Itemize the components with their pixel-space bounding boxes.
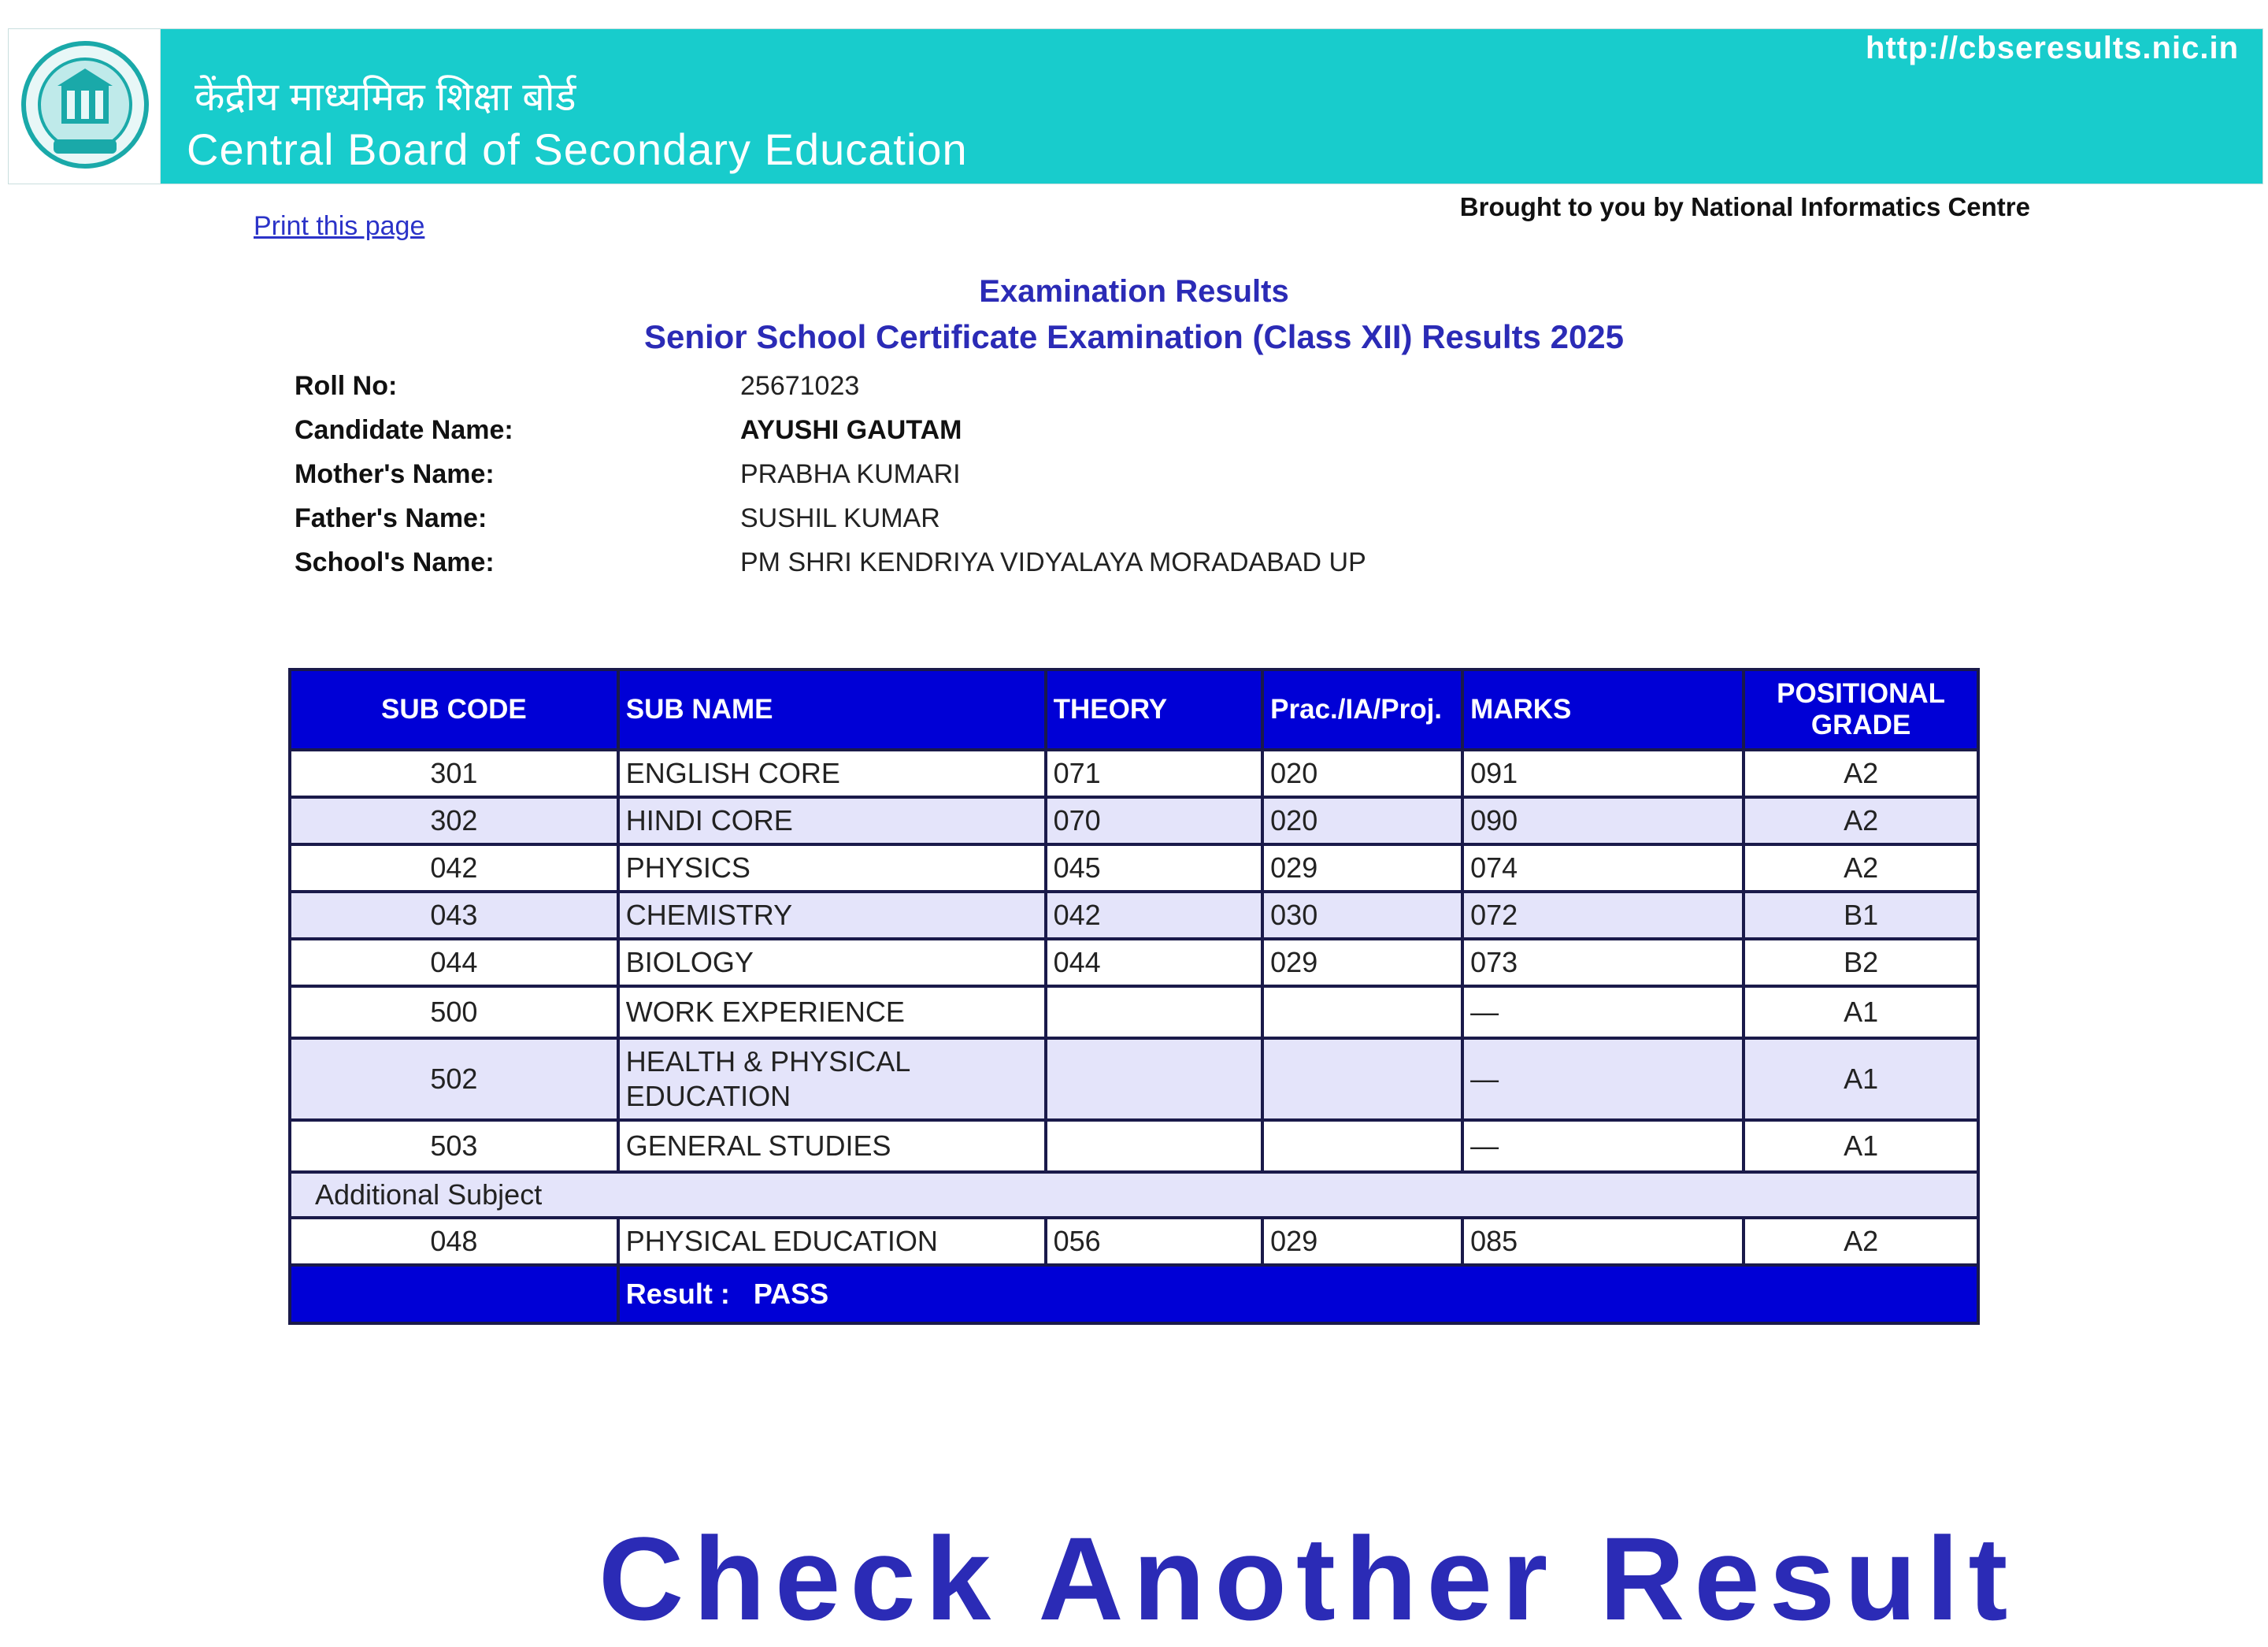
candidate-name-value: AYUSHI GAUTAM [740,414,962,445]
candidate-name-label: Candidate Name: [295,414,513,445]
sub-name: PHYSICS [618,844,1046,892]
practical-marks: 030 [1262,892,1462,939]
grade: A1 [1744,986,1978,1038]
grade: A1 [1744,1120,1978,1172]
grade: A1 [1744,1038,1978,1120]
sub-name: PHYSICAL EDUCATION [618,1218,1046,1265]
grade: B1 [1744,892,1978,939]
father-name-value: SUSHIL KUMAR [740,503,940,533]
english-title: Central Board of Secondary Education [187,124,968,174]
table-row [290,797,1978,844]
school-name-row [295,540,1366,584]
header-practical: Prac./IA/Proj. [1262,670,1462,750]
theory-marks: 044 [1046,939,1263,986]
total-marks: 090 [1462,797,1744,844]
nic-credit: Brought to you by National Informatics Centre [1459,192,2030,221]
header-grade: POSITIONAL GRADE [1744,670,1978,750]
total-marks: 091 [1462,750,1744,797]
practical-marks: 029 [1262,939,1462,986]
practical-marks: 029 [1262,1218,1462,1265]
sub-code: 502 [290,1038,618,1120]
exam-heading: Examination Results [979,274,1289,309]
practical-marks [1262,986,1462,1038]
header-marks: MARKS [1462,670,1744,750]
roll-label: Roll No: [295,370,398,401]
table-row [290,939,1978,986]
total-marks: — [1462,1120,1744,1172]
sub-code: 301 [290,750,618,797]
result-label: Result : [625,1278,730,1310]
grade: A2 [1744,797,1978,844]
theory-marks: 070 [1046,797,1263,844]
sub-code: 048 [290,1218,618,1265]
print-page-link[interactable]: Print this page [254,211,425,241]
hindi-title: केंद्रीय माध्यमिक शिक्षा बोर्ड [195,75,576,119]
header-sub-code: SUB CODE [290,670,618,750]
result-cell [618,1265,1978,1323]
candidate-name-row [295,408,1366,452]
total-marks: 073 [1462,939,1744,986]
table-row [290,844,1978,892]
practical-marks [1262,1038,1462,1120]
table-row [290,892,1978,939]
practical-marks: 020 [1262,750,1462,797]
grade: A2 [1744,1218,1978,1265]
practical-marks [1262,1120,1462,1172]
sub-name: HEALTH & PHYSICAL EDUCATION [618,1038,1046,1120]
additional-subject-label: Additional Subject [290,1172,1978,1218]
theory-marks: 042 [1046,892,1263,939]
practical-marks: 020 [1262,797,1462,844]
grade: A2 [1744,750,1978,797]
sub-name: CHEMISTRY [618,892,1046,939]
total-marks: 072 [1462,892,1744,939]
marks-table [288,668,1980,1325]
table-row [290,1120,1978,1172]
sub-code: 044 [290,939,618,986]
theory-marks [1046,1038,1263,1120]
total-marks: — [1462,1038,1744,1120]
table-row [290,1218,1978,1265]
theory-marks [1046,986,1263,1038]
additional-subject-row [290,1172,1978,1218]
mother-name-value: PRABHA KUMARI [740,458,961,489]
cbse-logo [9,29,161,184]
sub-code: 500 [290,986,618,1038]
theory-marks: 071 [1046,750,1263,797]
header-sub-name: SUB NAME [618,670,1046,750]
exam-subheading: Senior School Certificate Examination (Class XII) Results 2025 [643,318,1625,355]
header-theory: THEORY [1046,670,1263,750]
mother-name-label: Mother's Name: [295,458,495,489]
total-marks: 074 [1462,844,1744,892]
school-name-label: School's Name: [295,547,495,577]
sub-name: BIOLOGY [618,939,1046,986]
sub-code: 302 [290,797,618,844]
sub-name: GENERAL STUDIES [618,1120,1046,1172]
total-marks: 085 [1462,1218,1744,1265]
candidate-info [295,364,1366,584]
practical-marks: 029 [1262,844,1462,892]
result-row [290,1265,1978,1323]
father-name-label: Father's Name: [295,503,487,533]
cbse-emblem-icon [18,37,152,176]
table-row [290,750,1978,797]
theory-marks: 056 [1046,1218,1263,1265]
sub-name: ENGLISH CORE [618,750,1046,797]
sub-code: 503 [290,1120,618,1172]
sub-code: 043 [290,892,618,939]
check-another-result-link[interactable]: Check Another Result [598,1512,2018,1645]
mother-name-row [295,452,1366,496]
roll-row [295,364,1366,408]
result-value: PASS [753,1278,829,1310]
theory-marks [1046,1120,1263,1172]
grade: A2 [1744,844,1978,892]
result-spacer [290,1265,618,1323]
site-url[interactable]: http://cbseresults.nic.in [1866,31,2239,65]
sub-code: 042 [290,844,618,892]
table-row [290,1038,1978,1120]
roll-value: 25671023 [740,370,860,401]
total-marks: — [1462,986,1744,1038]
sub-name: WORK EXPERIENCE [618,986,1046,1038]
school-name-value: PM SHRI KENDRIYA VIDYALAYA MORADABAD UP [740,547,1366,577]
table-row [290,986,1978,1038]
father-name-row [295,496,1366,540]
theory-marks: 045 [1046,844,1263,892]
grade: B2 [1744,939,1978,986]
table-header-row [290,670,1978,750]
sub-name: HINDI CORE [618,797,1046,844]
header-banner [8,28,2263,184]
